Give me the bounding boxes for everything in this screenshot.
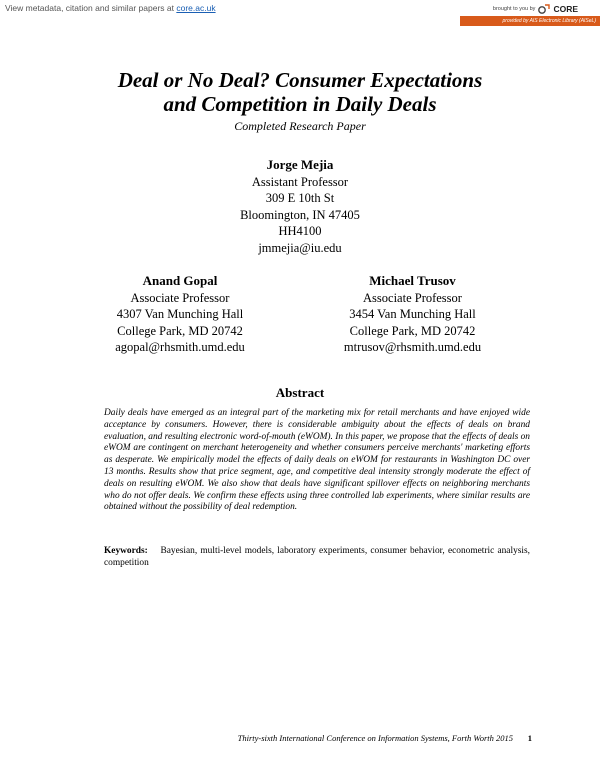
author-email: agopal@rhsmith.umd.edu [115, 340, 245, 354]
author-name: Michael Trusov [369, 273, 456, 288]
paper-title [40, 68, 560, 116]
core-brand-name: CORE [553, 4, 578, 14]
author-address-line: HH4100 [278, 224, 322, 238]
author-address-line: Bloomington, IN 47405 [240, 207, 360, 222]
provided-by-bar[interactable]: provided by AIS Electronic Library (AISeL) [460, 16, 600, 26]
author-main [200, 157, 400, 256]
core-link-text: View metadata, citation and similar papers at [5, 3, 177, 13]
author-position: Assistant Professor [251, 174, 349, 189]
keywords-label: Keywords: [104, 546, 148, 556]
keywords [104, 545, 530, 569]
core-metadata-link[interactable] [5, 3, 216, 13]
author-position: Associate Professor [130, 290, 230, 305]
title-line-2: and Competition in Daily Deals [163, 92, 437, 116]
core-brand[interactable] [493, 3, 578, 15]
author-email: jmmejia@iu.edu [258, 240, 342, 255]
author-name: Anand Gopal [142, 273, 218, 288]
conference-name: Thirty-sixth International Conference on Information Systems, Forth Worth 2015 [237, 733, 513, 743]
author-address-line: College Park, MD 20742 [117, 323, 243, 338]
keywords-text: Bayesian, multi-level models, laboratory experiments, consumer behavior, econometric analysis, competition [104, 546, 530, 568]
author-address-line: 3454 Van Munching Hall [349, 307, 476, 321]
author-position: Associate Professor [363, 290, 462, 305]
core-logo-icon [537, 3, 551, 15]
author-address-line: 309 E 10th St [265, 191, 335, 205]
author-address-line: 4307 Van Munching Hall [116, 307, 244, 321]
author-left [70, 273, 290, 356]
author-right [305, 273, 520, 356]
title-line-1: Deal or No Deal? Consumer Expectations [117, 68, 483, 92]
paper-subtitle: Completed Research Paper [234, 119, 366, 133]
abstract-text: Daily deals have emerged as an integral part of the marketing mix for retail merchants and have enjoyed wide acceptance by consumers. However, there is considerable ambiguity about the effects of deals on brand evaluation, and resulting electronic word-of-mouth (eWOM). In this paper, we propose that the effects of deals on eWOM are contingent on merchant heterogeneity and whether consumers perceive merchants' marketing efforts as desperate. We empirically model the effects of daily deals on eWOM for restaurants in Washington DC over 13 months. Results show that price segment, age, and competitive deal intensity strongly moderate the effect of deals on resulting eWOM. We also show that deals have significant spillover effects on neighboring merchants who do not offer deals. We confirm these effects using three controlled lab experiments, where similar results are obtained without the possibility of deal redemption. [104, 408, 530, 513]
author-address-line: College Park, MD 20742 [349, 323, 476, 338]
author-name: Jorge Mejia [266, 157, 334, 172]
core-link-domain: core.ac.uk [176, 3, 216, 13]
author-email: mtrusov@rhsmith.umd.edu [343, 340, 482, 354]
core-banner [0, 0, 600, 30]
abstract-heading: Abstract [275, 385, 325, 400]
page-number: 1 [527, 733, 532, 743]
brought-by-text: brought to you by [492, 6, 536, 12]
